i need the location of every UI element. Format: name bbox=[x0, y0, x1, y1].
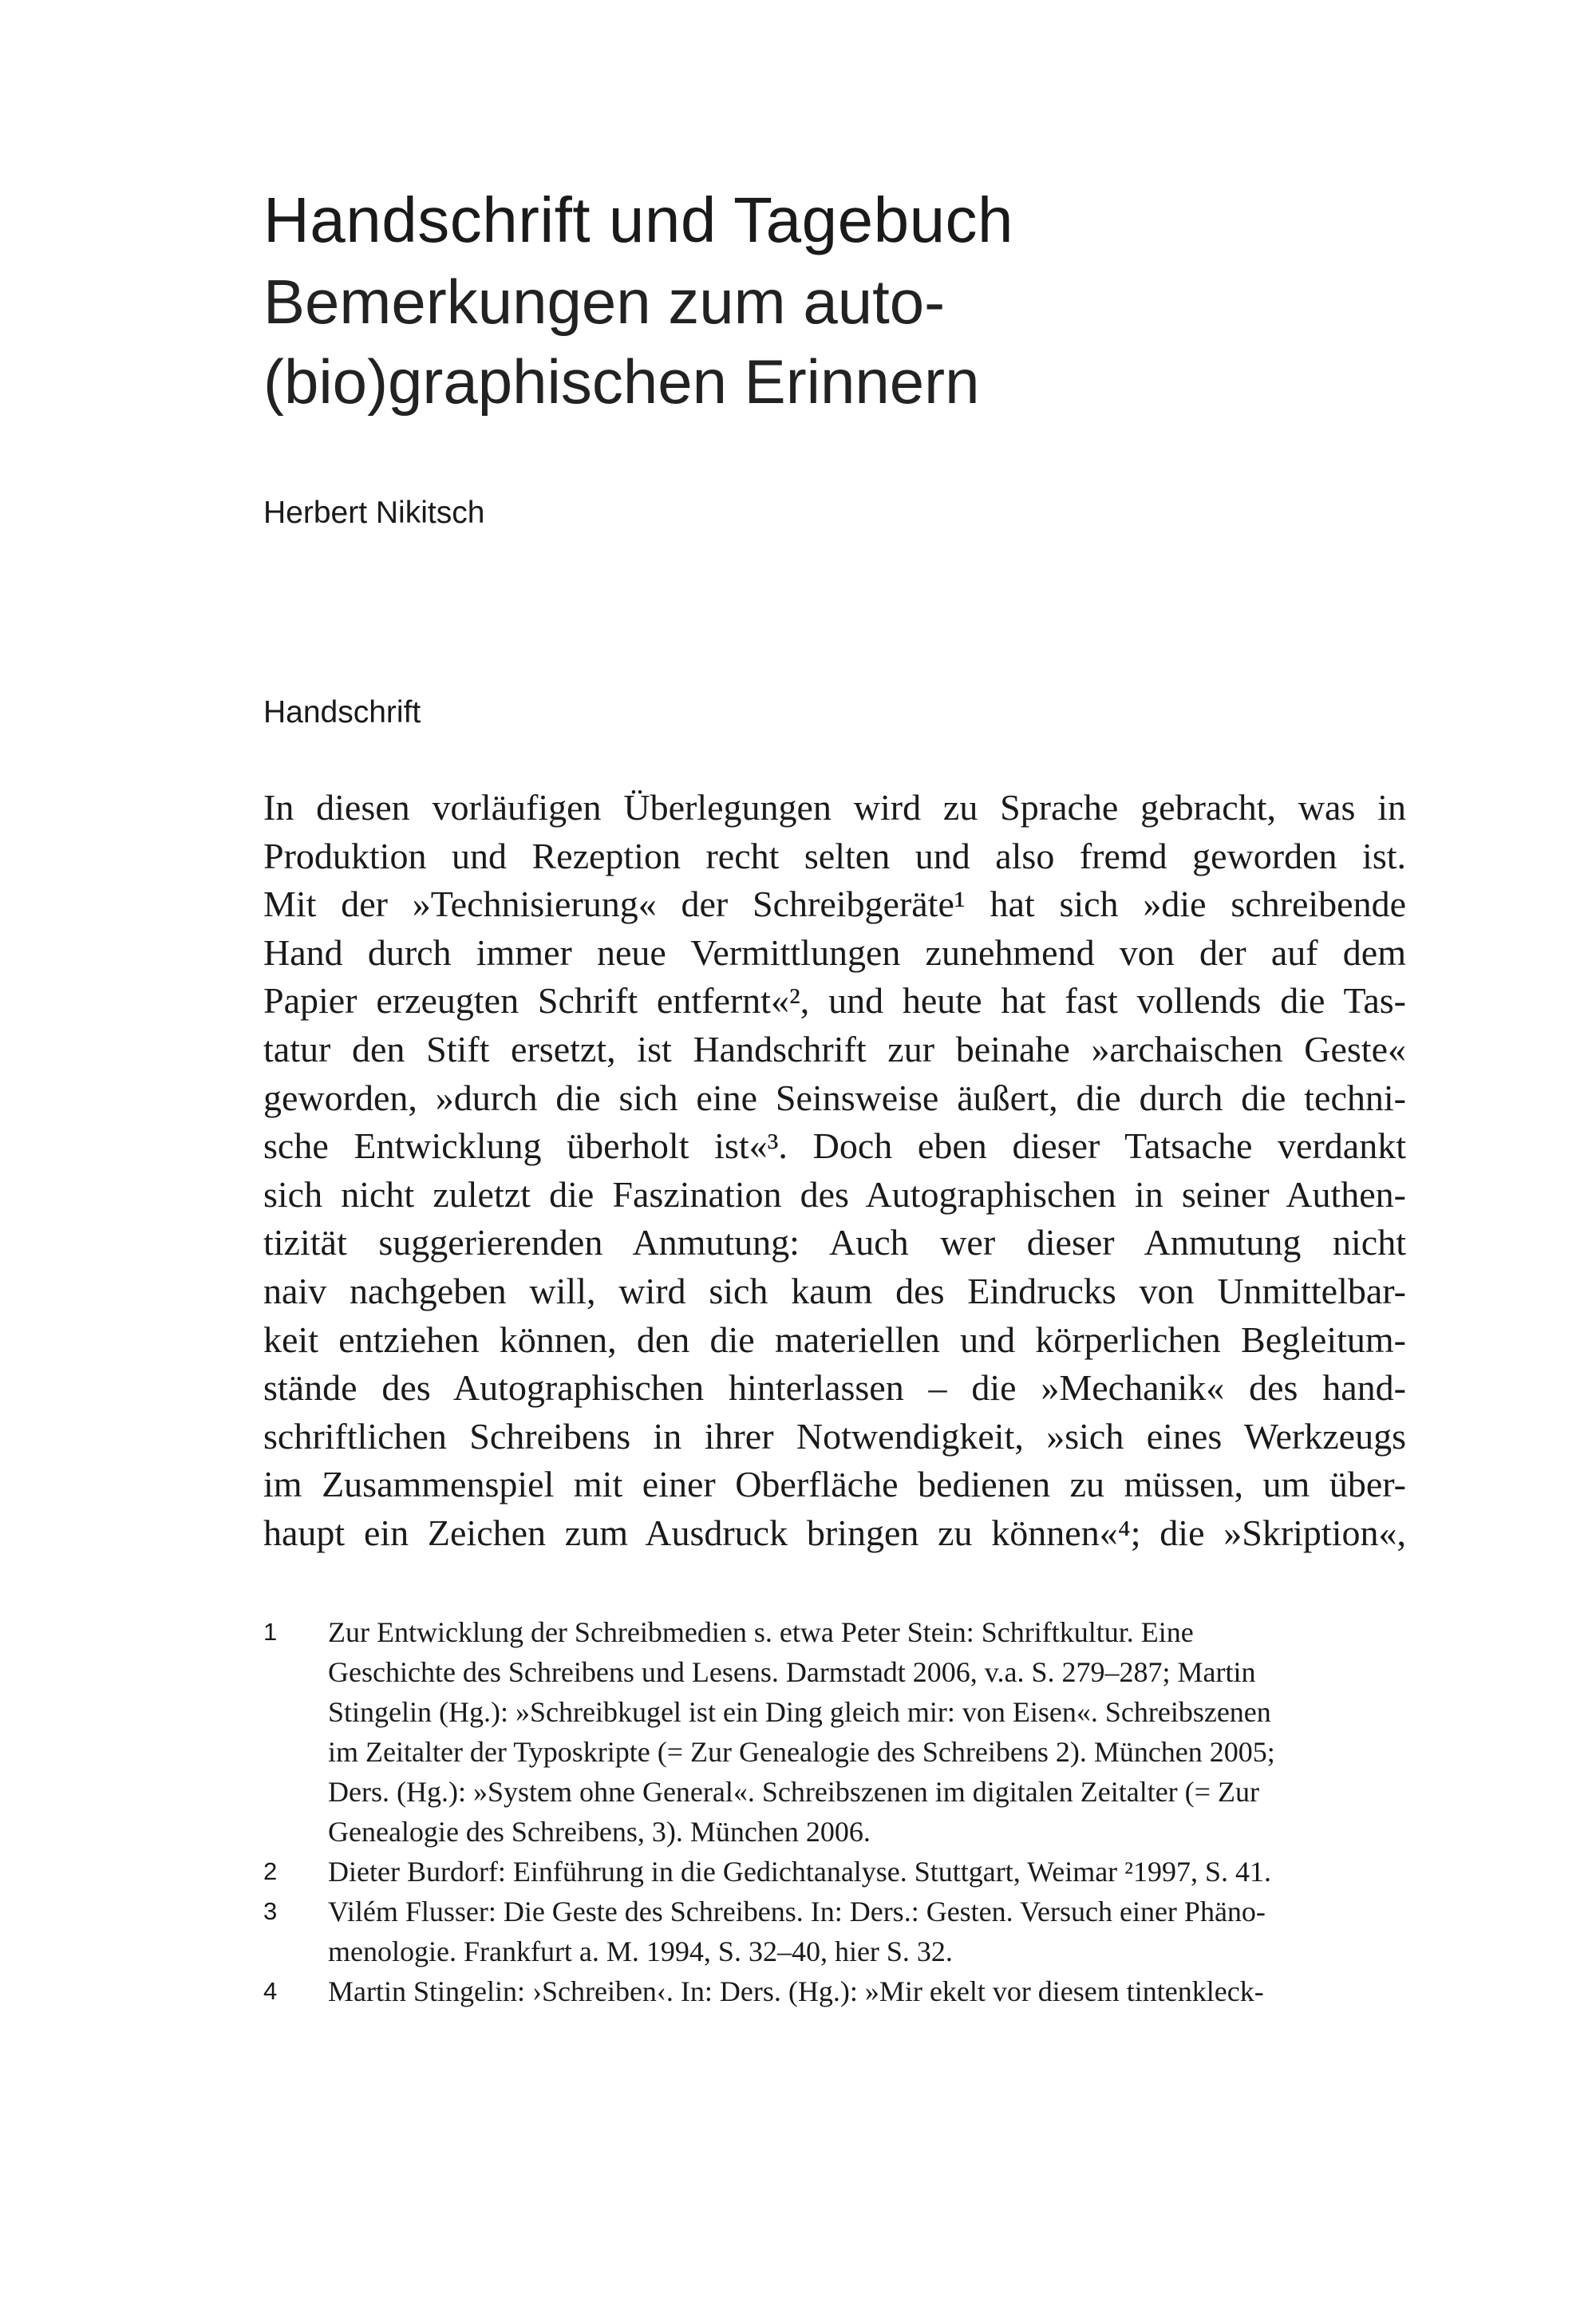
footnote-text bbox=[328, 1612, 1275, 1852]
body-line: tatur den Stift ersetzt, ist Handschrift zur beinahe »archaischen Geste« bbox=[263, 1028, 1406, 1069]
body-line: keit entziehen können, den die materiellen und körperlichen Begleitum- bbox=[263, 1319, 1406, 1360]
footnote-line: Ders. (Hg.): »System ohne General«. Schreibszenen im digitalen Zeitalter (= Zur bbox=[328, 1776, 1259, 1808]
footnote-line: Vilém Flusser: Die Geste des Schreibens. In: Ders.: Gesten. Versuch einer Phäno- bbox=[328, 1896, 1266, 1927]
author-name: Herbert Nikitsch bbox=[263, 496, 485, 530]
section-heading: Handschrift bbox=[263, 695, 421, 729]
body-line: Papier erzeugten Schrift entfernt«², und heute hat fast vollends die Tas- bbox=[263, 980, 1406, 1022]
footnote-line: Genealogie des Schreibens, 3). München 2006. bbox=[328, 1816, 871, 1848]
body-line: naiv nachgeben will, wird sich kaum des Eindrucks von Unmittelbar- bbox=[263, 1270, 1406, 1311]
footnote-number: 1 bbox=[263, 1618, 278, 1646]
body-line: tizität suggerierenden Anmutung: Auch wer dieser Anmutung nicht bbox=[263, 1222, 1406, 1263]
body-line: Hand durch immer neue Vermittlungen zunehmend von der auf dem bbox=[263, 931, 1406, 973]
footnote-line: Stingelin (Hg.): »Schreibkugel ist ein Ding gleich mir: von Eisen«. Schreibszenen bbox=[328, 1696, 1271, 1728]
footnotes bbox=[263, 1612, 1412, 2011]
body-line: Mit der »Technisierung« der Schreibgeräte¹ hat sich »die schreibende bbox=[263, 884, 1406, 925]
body-line: Produktion und Rezeption recht selten und also fremd geworden ist. bbox=[263, 835, 1406, 876]
footnote-line: Geschichte des Schreibens und Lesens. Darmstadt 2006, v.a. S. 279–287; Martin bbox=[328, 1656, 1256, 1688]
footnote bbox=[263, 1612, 1412, 1852]
body-line: sche Entwicklung überholt ist«³. Doch eben dieser Tatsache verdankt bbox=[263, 1125, 1406, 1167]
body-line: im Zusammenspiel mit einer Oberfläche bedienen zu müssen, um über- bbox=[263, 1464, 1406, 1505]
footnote-line: menologie. Frankfurt a. M. 1994, S. 32–40, hier S. 32. bbox=[328, 1935, 953, 1967]
footnote bbox=[263, 1971, 1412, 2011]
footnote-number: 4 bbox=[263, 1977, 278, 2005]
body-line: sich nicht zuletzt die Faszination des Autographischen in seiner Authen- bbox=[263, 1173, 1406, 1215]
footnote bbox=[263, 1852, 1412, 1892]
article-title: Handschrift und Tagebuch bbox=[263, 184, 1014, 255]
footnote bbox=[263, 1892, 1412, 1971]
body-text bbox=[263, 784, 1406, 1558]
footnote-line: Dieter Burdorf: Einführung in die Gedichtanalyse. Stuttgart, Weimar ²1997, S. 41. bbox=[328, 1856, 1271, 1888]
body-line: In diesen vorläufigen Überlegungen wird zu Sprache gebracht, was in bbox=[263, 787, 1406, 828]
footnote-line: im Zeitalter der Typoskripte (= Zur Genealogie des Schreibens 2). München 2005; bbox=[328, 1736, 1275, 1768]
footnote-number: 3 bbox=[263, 1897, 278, 1925]
footnote-text bbox=[328, 1852, 1271, 1892]
subtitle-line: Bemerkungen zum auto- bbox=[263, 267, 946, 337]
body-line: stände des Autographischen hinterlassen – die »Mechanik« des hand- bbox=[263, 1367, 1406, 1409]
body-line: geworden, »durch die sich eine Seinsweise äußert, die durch die techni- bbox=[263, 1077, 1406, 1118]
body-line: haupt ein Zeichen zum Ausdruck bringen zu können«⁴; die »Skription«, bbox=[263, 1512, 1406, 1553]
subtitle-line: (bio)graphischen Erinnern bbox=[263, 346, 980, 417]
article-subtitle bbox=[263, 262, 980, 421]
body-line: schriftlichen Schreibens in ihrer Notwendigkeit, »sich eines Werkzeugs bbox=[263, 1415, 1406, 1457]
footnote-line: Martin Stingelin: ›Schreiben‹. In: Ders. (Hg.): »Mir ekelt vor diesem tintenkleck- bbox=[328, 1975, 1264, 2007]
footnote-text bbox=[328, 1971, 1264, 2011]
footnote-number: 2 bbox=[263, 1857, 278, 1885]
footnote-line: Zur Entwicklung der Schreibmedien s. etwa Peter Stein: Schriftkultur. Eine bbox=[328, 1616, 1194, 1648]
footnote-text bbox=[328, 1892, 1266, 1971]
